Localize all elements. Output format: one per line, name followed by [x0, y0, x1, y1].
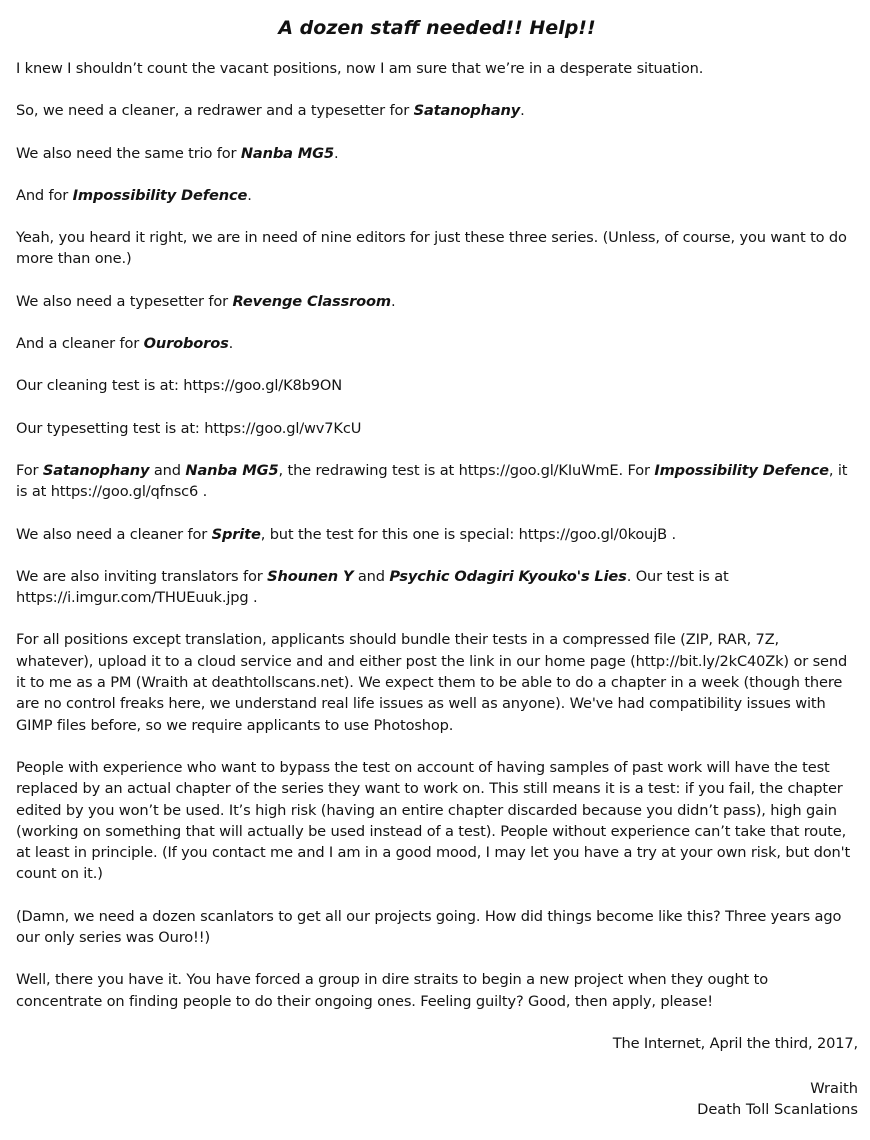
text: And a cleaner for [16, 335, 144, 353]
document-page [16, 14, 858, 1120]
paragraph-revenge-classroom [16, 291, 858, 312]
text: We also need the same trio for [16, 144, 241, 162]
text: , it is at https://goo.gl/qfnsc6 . [16, 461, 848, 501]
text: , but the test for this one is special: https://goo.gl/0koujB . [260, 525, 677, 543]
signature-name: Wraith [810, 1080, 858, 1098]
paragraph-nine-editors: Yeah, you heard it right, we are in need of nine editors for just these three series. (Unless, of course, you want to do more than one.) [16, 229, 847, 268]
paragraph-experience: People with experience who want to bypass the test on account of having samples of past work will have the test replaced by an actual chapter of the series they want to work on. This still means it is a test: if you fail, the chapter edited by you won’t be used. It’s high risk (having an entire chapter discarded because you didn’t pass), high gain (working on something that will actually be used instead of a test). People without experience can’t take that route, at least in principle. (If you contact me and I am in a good mood, I may let you have a try at your own risk, but don't count on it.) [16, 758, 851, 883]
paragraph-intro: I knew I shouldn’t count the vacant positions, now I am sure that we’re in a desperate situation. [16, 60, 704, 77]
text: , the redrawing test is at https://goo.gl/KIuWmE. For [278, 461, 655, 479]
series-title: Shounen Y [267, 567, 354, 585]
text: We also need a typesetter for [16, 292, 233, 310]
series-title: Nanba MG5 [240, 144, 334, 162]
series-title: Revenge Classroom [232, 292, 391, 310]
series-title: Psychic Odagiri Kyouko's Lies [389, 567, 627, 585]
paragraph-cleaning-test: Our cleaning test is at: https://goo.gl/K8b9ON [16, 377, 342, 395]
text: and [149, 461, 186, 479]
text: We also need a cleaner for [16, 525, 212, 543]
text: We are also inviting translators for [16, 567, 268, 585]
text: For [16, 461, 43, 479]
text: . Our test is at https://i.imgur.com/THUEuuk.jpg . [16, 567, 729, 607]
text: And for [16, 186, 73, 204]
series-title: Nanba MG5 [185, 461, 279, 479]
series-title: Impossibility Defence [654, 461, 829, 479]
page-title: A dozen staff needed!! Help!! [278, 17, 596, 39]
paragraph-nanba-needs [16, 143, 858, 164]
text: . [228, 335, 234, 353]
text: and [353, 567, 390, 585]
signature-block [16, 1078, 858, 1120]
series-title: Satanophany [42, 461, 150, 479]
paragraph-closing: Well, there you have it. You have forced a group in dire straits to begin a new project when they ought to concentrate on finding people to do their ongoing ones. Feeling guilty? Good, then apply, please! [16, 971, 768, 1010]
paragraph-translators [16, 566, 858, 609]
paragraph-redrawing-test [16, 460, 858, 503]
text: . [391, 292, 396, 310]
series-title: Satanophany [413, 102, 521, 120]
series-title: Sprite [211, 525, 261, 543]
paragraph-impossibility-needs [16, 185, 858, 206]
paragraph-ouroboros [16, 333, 858, 354]
series-title: Impossibility Defence [72, 186, 248, 204]
paragraph-dozen-scanlators: (Damn, we need a dozen scanlators to get all our projects going. How did things become like this? Three years ago our only series was Ouro!!) [16, 907, 842, 947]
paragraph-sprite [16, 524, 858, 545]
text: . [247, 186, 252, 204]
paragraph-typesetting-test: Our typesetting test is at: https://goo.gl/wv7KcU [16, 419, 362, 437]
paragraph-satanophany-needs [16, 100, 858, 121]
signoff-date: The Internet, April the third, 2017, [612, 1034, 858, 1052]
text: So, we need a cleaner, a redrawer and a typesetter for [16, 102, 414, 120]
signature-group: Death Toll Scanlations [697, 1101, 858, 1119]
series-title: Ouroboros [143, 335, 229, 353]
text: . [520, 102, 525, 120]
paragraph-application-process: For all positions except translation, applicants should bundle their tests in a compressed file (ZIP, RAR, 7Z, whatever), upload it to a cloud service and and either post the link in our home page (http://bit.ly/2kC40Zk) or send it to me as a PM (Wraith at deathtollscans.net). We expect them to be able to do a chapter in a week (though there are no control freaks here, we understand real life issues as well as anyone). We've had compatibility issues with GIMP files before, so we require applicants to use Photoshop. [16, 631, 848, 734]
text: . [333, 144, 339, 162]
